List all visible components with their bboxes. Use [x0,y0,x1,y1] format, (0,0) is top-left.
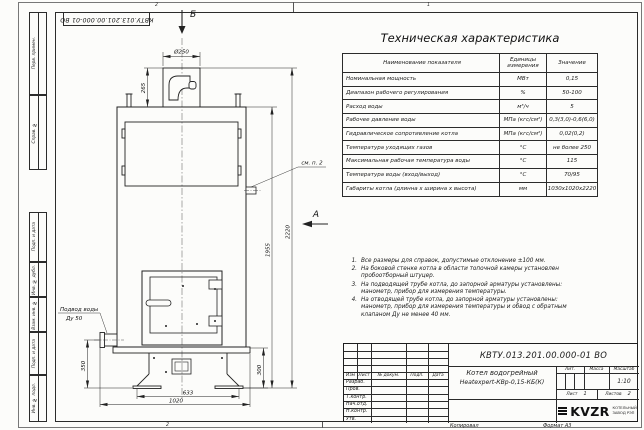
svg-text:Б: Б [190,10,197,20]
spec-cell: МВт [500,73,547,87]
tb-col-izm: Изм [346,373,355,378]
spec-cell: Габариты котла (длинна х ширина х высота) [343,183,500,197]
upper-panel [122,122,241,186]
door-handle [146,300,171,306]
spec-cell: Температура уходящих газов [343,141,500,155]
margin-box-label: Инв. № подл. [30,376,39,421]
boiler-body [117,107,246,347]
format-label: Формат А3 [543,422,572,429]
spec-cell: °С [500,141,547,155]
svg-text:265: 265 [141,82,147,94]
spec-cell: 5 [547,100,597,114]
svg-text:350: 350 [81,360,87,372]
spec-table-title: Техническая характеристика [380,31,560,45]
margin-box-label: Перв. примен. [30,13,39,94]
spec-cell: Расход воды [343,100,500,114]
margin-box-label: Подп. и дата [30,333,39,374]
margin-box-label: Инв. № дубл. [30,263,39,296]
door-hinge-top [209,280,222,289]
tb-sheet-label: Лист [566,391,578,397]
spec-cell: 50-100 [547,87,597,101]
svg-text:Подвод воды: Подвод воды [60,307,99,313]
tb-sheet-cell [556,389,597,399]
logo-bars-icon [558,407,567,416]
water-inlet [58,307,124,348]
spec-header-units: Единицы измерения [500,54,547,73]
spec-cell: °С [500,169,547,183]
margin-box-label: Справ. № [30,96,39,169]
spec-cell: 0,15 [547,73,597,87]
tb-col-doc: № докум. [377,373,400,378]
lifting-lugs [126,94,242,107]
tb-row-prov: Пров. [346,387,360,393]
tb-row-tkontr: Т.контр. [346,394,367,400]
spec-cell: Рабочее давление воды [343,114,500,128]
spec-cell: 1030х1020х2220 [547,186,597,193]
tb-doc-number: КВТУ.013.201.00.000-01 ВО [479,350,608,360]
spec-cell: % [500,87,547,101]
tb-sheets-cell [597,389,639,399]
copied-label: Копировал [450,422,479,429]
kvzr-logo [556,399,639,423]
tb-sheets-label: Листов [605,391,622,397]
spec-cell: МПа (кгс/см²) [500,114,547,128]
sampling-fitting-callout [244,161,326,195]
margin-box-label: Взам. инв. № [30,298,39,331]
notes-list [346,258,586,320]
spec-cell: Максимальная рабочая температура воды [343,155,500,169]
svg-text:см. п. 2: см. п. 2 [301,160,323,167]
tb-product-name-2: Heatexpert-КВр-0,15-КБ(К) [459,378,545,386]
svg-text:Ø250: Ø250 [174,49,189,56]
spec-cell: °С [500,155,547,169]
tb-lit-label: Лит. [564,367,576,372]
zone-label-top-left: 2 [155,3,159,8]
svg-text:2220: 2220 [285,225,292,239]
zone-label-top-right: 1 [427,3,431,8]
spec-cell: не более 250 [547,141,597,155]
svg-text:Ду 50: Ду 50 [66,316,83,322]
spec-header-value: Значение [547,54,597,73]
spec-cell: Диапазон рабочего регулирования [343,87,500,101]
tb-sheet-value: 1 [583,391,587,397]
note-item: 1. Все размеры для справок, допустимые отклонение ±100 мм. [351,258,546,264]
tb-product-name-1: Котел водогрейный [466,369,538,377]
tb-col-data: Дата [432,373,444,378]
tb-row-nkontr: Н.контр. [346,409,368,415]
spec-table [342,53,598,197]
spec-cell: 0,02(0,2) [547,128,597,142]
company-name: КОТЕЛЬНЫЙ ЗАВОД РЭП [612,406,637,415]
svg-text:300: 300 [257,364,263,376]
spec-cell: 0,3(3,0)-0,6(6,0) [547,114,597,128]
tb-row-razrab: Разраб. [346,380,365,386]
tb-scale-value: 1:10 [617,377,631,385]
spec-cell: мм [500,183,547,197]
top-doc-number-stamp: КВТУ.013.201.00.000-01 ВО [63,12,150,26]
note-item: 3. На подводящей трубе котла, до запорной арматуры установлены: манометр, прибор для измерения температуры. [351,281,563,295]
spec-cell: 70/95 [547,169,597,183]
view-arrow-b [179,10,197,34]
svg-text:1955: 1955 [265,243,272,257]
tb-col-podp: Подп. [410,373,424,378]
tb-col-list: Лист [358,373,370,378]
svg-text:633: 633 [182,390,194,397]
margin-box-label: Подп. и дата [30,213,39,261]
spec-cell: м³/ч [500,100,547,114]
tb-sheets-value: 2 [627,391,631,397]
spec-header-name: Наименование показателя [343,54,500,73]
tb-row-nachotd: Нач.отд. [346,402,368,408]
spec-cell: МПа (кгс/см²) [500,128,547,142]
svg-text:1020: 1020 [169,398,183,405]
note-item: 2. На боковой стенке котла в области топочной камеры установлен пробоотборный штуцер. [351,266,559,280]
svg-text:А: А [312,210,320,220]
tb-scale-label: Масштаб [613,367,635,372]
tb-row-utv: Утв. [346,416,357,422]
spec-cell: Номинальная мощность [343,73,500,87]
chimney [163,68,200,107]
tb-mass-label: Масса [589,367,604,372]
spec-cell: 115 [547,155,597,169]
title-block [343,343,638,422]
zone-label-bottom: 2 [166,422,170,428]
spec-cell: Гидравлическое сопротивление котла [343,128,500,142]
spec-cell: Температура воды (вход/выход) [343,169,500,183]
view-arrow-a [302,210,328,227]
logo-text: KVZR [570,403,610,419]
note-item: 4. На отводящей трубе котла, до запорной арматуры установлены: манометр, прибор для измерения температуры и обвод с обратным клапаном Ду не менее 40 мм. [351,297,567,318]
base-pedestal [113,347,250,389]
